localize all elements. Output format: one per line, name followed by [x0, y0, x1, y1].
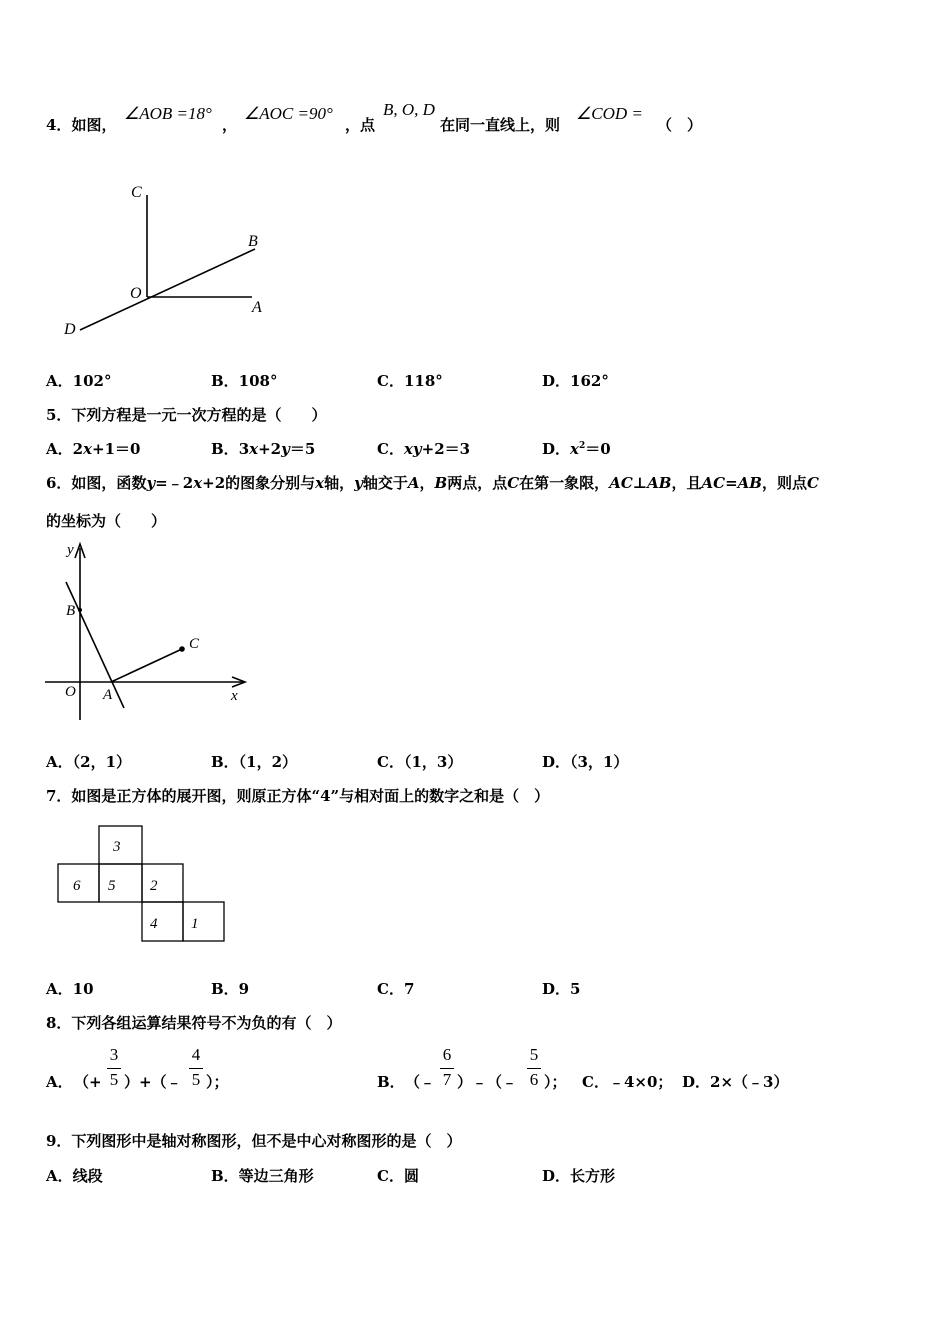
label-y: y	[67, 542, 74, 558]
net-num-2: 2	[150, 878, 158, 894]
q4-expr-aoc: ∠AOC =90°	[244, 104, 333, 123]
q8-a-bar2	[189, 1068, 203, 1069]
q4-option-c: C．118°	[377, 372, 443, 390]
label-d: D	[64, 321, 76, 338]
q5-option-b: B．3x+2y＝5	[211, 440, 316, 458]
q5-option-c: C．xy+2＝3	[377, 440, 471, 458]
net-cell-5	[99, 864, 142, 902]
q8-a-letter: A．	[46, 1073, 73, 1091]
q8-b-num1: 6	[442, 1045, 452, 1064]
q6-stem: 6．如图，函数y=﹣2x+2的图象分别与x轴，y轴交于A，B两点，点C在第一象限，AC⊥AB，且AC=AB，则点C	[46, 474, 819, 492]
q4-expr-cod: ∠COD =	[576, 104, 643, 123]
line-db	[80, 249, 255, 330]
q9-stem: 9．下列图形中是轴对称图形，但不是中心对称图形的是（ ）	[46, 1132, 462, 1150]
q4-option-a: A．102°	[46, 372, 112, 390]
q5-stem: 5．下列方程是一元一次方程的是（ ）	[46, 406, 327, 424]
net-num-3: 3	[113, 839, 121, 855]
q8-a-den2: 5	[191, 1070, 201, 1089]
label-b: B	[66, 603, 76, 619]
point-b	[78, 608, 82, 612]
q4-paren: （ ）	[657, 116, 703, 134]
q8-b-den2: 6	[529, 1070, 539, 1089]
q5-option-a: A．2x+1＝0	[46, 440, 141, 458]
net-num-6: 6	[73, 878, 81, 894]
net-num-4: 4	[150, 916, 158, 932]
q8-b-bar2	[527, 1068, 541, 1069]
q6-figure	[42, 540, 252, 725]
q4-sep1: ，	[222, 116, 238, 134]
q7-option-d: D．5	[542, 980, 581, 998]
q6-option-b: B．（1，2）	[211, 753, 298, 771]
q4-stem: 4．如图，	[46, 116, 117, 134]
q4-figure	[55, 175, 285, 350]
q8-b-expr1: （﹣	[405, 1073, 436, 1091]
q8-b-num2: 5	[529, 1045, 539, 1064]
q7-cube-net	[55, 823, 245, 948]
q8-a-num1: 3	[109, 1045, 119, 1064]
q6-stem-line2: 的坐标为（ ）	[46, 512, 167, 530]
point-c	[179, 646, 185, 652]
net-num-5: 5	[108, 878, 116, 894]
q6-option-c: C．（1，3）	[377, 753, 463, 771]
q8-a-expr3: ）；	[206, 1073, 229, 1091]
q8-b-letter: B．	[377, 1073, 405, 1091]
label-c: C	[189, 636, 200, 652]
q9-option-c: C．圆	[377, 1167, 419, 1185]
q8-b-expr2: ）﹣（﹣	[457, 1073, 518, 1091]
label-b: B	[248, 233, 258, 250]
label-a: A	[103, 687, 113, 703]
label-a: A	[252, 299, 262, 316]
net-cell-2	[142, 864, 183, 902]
q8-b-den1: 7	[442, 1070, 452, 1089]
label-o: O	[130, 285, 142, 302]
q7-option-a: A．10	[46, 980, 94, 998]
q4-expr-aob: ∠AOB =18°	[124, 104, 212, 123]
q6-option-a: A．（2，1）	[46, 753, 132, 771]
q5-option-d: D．$x^2=0$	[542, 440, 611, 458]
q9-option-b: B．等边三角形	[211, 1167, 314, 1185]
q8-b-expr3: ）；	[544, 1073, 567, 1091]
label-x: x	[231, 688, 238, 704]
q6-option-d: D．（3，1）	[542, 753, 629, 771]
q7-stem: 7．如图是正方体的展开图，则原正方体“4”与相对面上的数字之和是（ ）	[46, 787, 550, 805]
q8-a-den1: 5	[109, 1070, 119, 1089]
q8-b-bar1	[440, 1068, 454, 1069]
q4-expr-bod: B, O, D	[383, 100, 435, 119]
q4-mid: 在同一直线上，则	[440, 116, 561, 134]
net-num-1: 1	[191, 916, 199, 932]
q7-option-c: C．7	[377, 980, 415, 998]
segment-ac	[111, 649, 182, 682]
q8-a-expr2: ）+（﹣	[124, 1073, 182, 1091]
q4-option-d: D．162°	[542, 372, 609, 390]
net-cell-1	[183, 902, 224, 941]
net-cell-4	[142, 902, 183, 941]
label-c: C	[131, 184, 142, 201]
q4-sep2: ，点	[345, 116, 376, 134]
q8-a-bar1	[107, 1068, 121, 1069]
q8-stem: 8．下列各组运算结果符号不为负的有（ ）	[46, 1014, 342, 1032]
net-cell-3	[99, 826, 142, 864]
q4-option-b: B．108°	[211, 372, 278, 390]
q8-a-num2: 4	[191, 1045, 201, 1064]
q7-option-b: B．9	[211, 980, 250, 998]
q8-option-c: C．﹣4×0；	[582, 1073, 673, 1091]
q9-option-d: D．长方形	[542, 1167, 616, 1185]
q8-option-d: D．2×（﹣3）	[682, 1073, 789, 1091]
label-o: O	[65, 684, 76, 700]
q8-a-expr1: （+	[74, 1073, 102, 1091]
q9-option-a: A．线段	[46, 1167, 103, 1185]
